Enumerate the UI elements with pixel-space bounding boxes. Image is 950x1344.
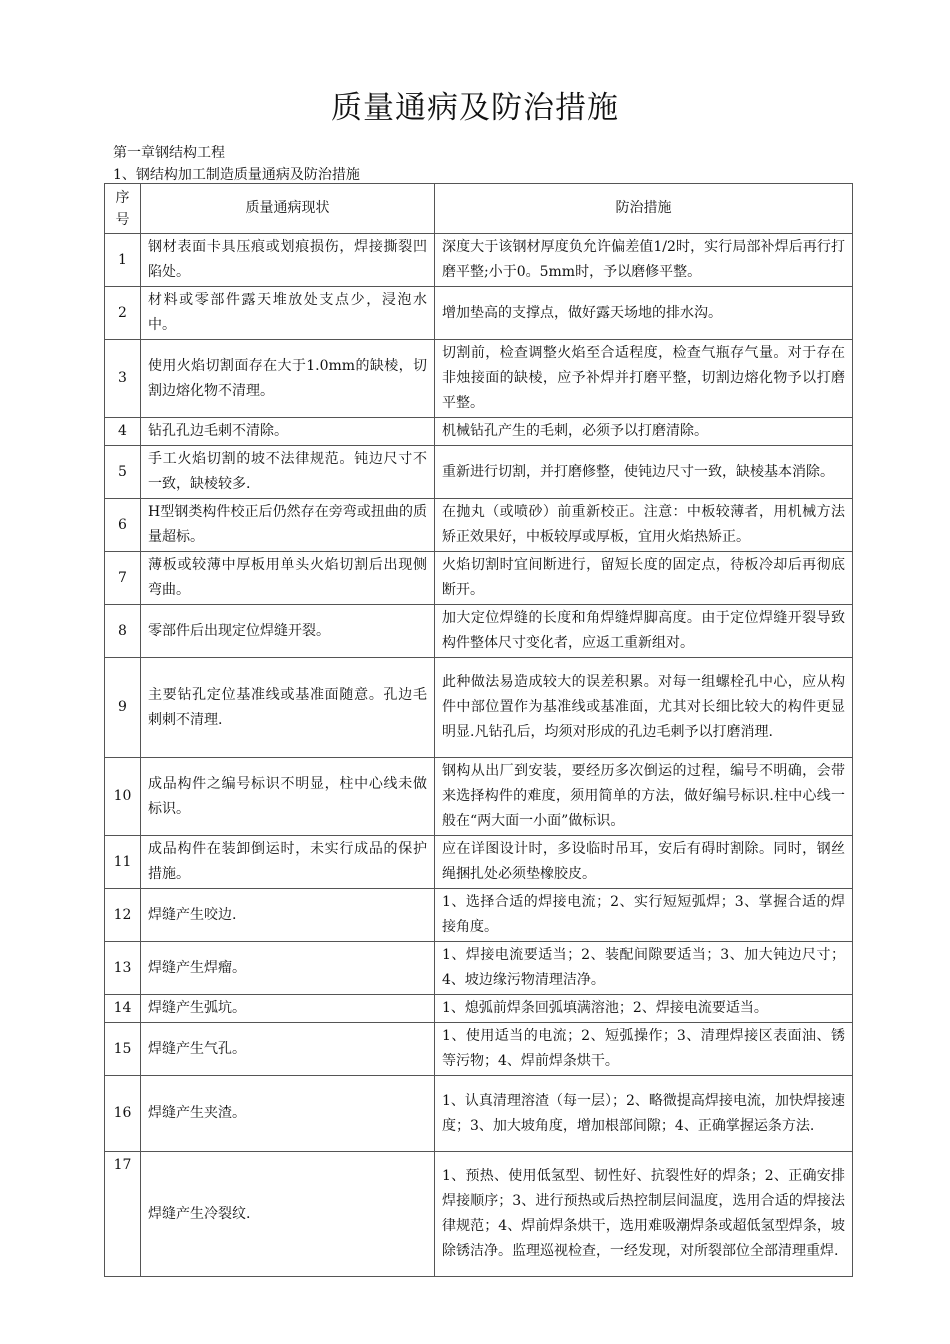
row-problem: 零部件后出现定位焊缝开裂。 <box>141 605 435 658</box>
row-measure: 深度大于该钢材厚度负允许偏差值1/2时，实行局部补焊后再行打磨平整;小于0。5mm时，予以磨修平整。 <box>435 234 853 287</box>
row-problem: 焊缝产生咬边. <box>141 889 435 942</box>
row-measure: 钢构从出厂到安装，要经历多次倒运的过程，编号不明确，会带来选择构件的难度，须用简单的方法，做好编号标识.柱中心线一般在“两大面一小面”做标识。 <box>435 758 853 836</box>
row-problem: 焊缝产生弧坑。 <box>141 995 435 1023</box>
row-problem: 钻孔孔边毛刺不清除。 <box>141 418 435 446</box>
chapter-heading: 第一章钢结构工程 <box>113 145 225 161</box>
row-problem: 主要钻孔定位基准线或基准面随意。孔边毛刺刺不清理. <box>141 658 435 758</box>
row-measure: 1、认真清理溶渣（每一层）；2、略微提高焊接电流，加快焊接速度；3、加大坡角度，增加根部间隙；4、正确掌握运条方法. <box>435 1076 853 1152</box>
row-problem: 焊缝产生冷裂纹. <box>141 1152 435 1277</box>
table-row <box>105 552 853 605</box>
table-row <box>105 889 853 942</box>
row-number: 5 <box>105 446 141 499</box>
row-problem: 使用火焰切割面存在大于1.0mm的缺棱，切割边熔化物不清理。 <box>141 340 435 418</box>
table-row <box>105 446 853 499</box>
row-number: 2 <box>105 287 141 340</box>
table-row <box>105 1076 853 1152</box>
row-number: 7 <box>105 552 141 605</box>
row-measure: 增加垫高的支撑点，做好露天场地的排水沟。 <box>435 287 853 340</box>
row-measure: 1、焊接电流要适当；2、装配间隙要适当；3、加大钝边尺寸；4、坡边缘污物清理洁净。 <box>435 942 853 995</box>
row-problem: 焊缝产生夹渣。 <box>141 1076 435 1152</box>
row-number: 3 <box>105 340 141 418</box>
table-row <box>105 758 853 836</box>
row-problem: 薄板或较薄中厚板用单头火焰切割后出现侧弯曲。 <box>141 552 435 605</box>
row-problem: 材料或零部件露天堆放处支点少，浸泡水中。 <box>141 287 435 340</box>
header-no: 序号 <box>105 184 141 234</box>
table-row <box>105 995 853 1023</box>
row-problem: 钢材表面卡具压痕或划痕损伤，焊接撕裂凹陷处。 <box>141 234 435 287</box>
row-problem: 成品构件之编号标识不明显，柱中心线未做标识。 <box>141 758 435 836</box>
table-row <box>105 1023 853 1076</box>
table-row <box>105 605 853 658</box>
document-title: 质量通病及防治措施 <box>331 90 619 126</box>
row-problem: 手工火焰切割的坡不法律规范。钝边尺寸不一致，缺棱较多. <box>141 446 435 499</box>
row-number: 1 <box>105 234 141 287</box>
table-row <box>105 234 853 287</box>
table-row <box>105 287 853 340</box>
table-row <box>105 658 853 758</box>
row-problem: H型钢类构件校正后仍然存在旁弯或扭曲的质量超标。 <box>141 499 435 552</box>
header-measure: 防治措施 <box>435 184 853 234</box>
row-measure: 重新进行切割，并打磨修整，使钝边尺寸一致，缺棱基本消除。 <box>435 446 853 499</box>
row-measure: 1、预热、使用低氢型、韧性好、抗裂性好的焊条；2、正确安排焊接顺序；3、进行预热或后热控制层间温度，选用合适的焊接法律规范；4、焊前焊条烘干，选用难吸潮焊条或超低氢型焊条，坡除锈洁净。监理巡视检查，一经发现，对所裂部位全部清理重焊. <box>435 1152 853 1277</box>
row-number: 8 <box>105 605 141 658</box>
row-number: 11 <box>105 836 141 889</box>
section-heading: 1、钢结构加工制造质量通病及防治措施 <box>113 167 360 183</box>
table-row <box>105 1152 853 1277</box>
row-measure: 1、选择合适的焊接电流；2、实行短短弧焊；3、掌握合适的焊接角度。 <box>435 889 853 942</box>
table-body <box>105 234 853 1277</box>
row-measure: 1、熄弧前焊条回弧填满溶池；2、焊接电流要适当。 <box>435 995 853 1023</box>
row-number: 14 <box>105 995 141 1023</box>
row-measure: 在抛丸（或喷砂）前重新校正。注意：中板较薄者，用机械方法矫正效果好，中板较厚或厚板，宜用火焰热矫正。 <box>435 499 853 552</box>
row-measure: 加大定位焊缝的长度和角焊缝焊脚高度。由于定位焊缝开裂导致构件整体尺寸变化者，应返工重新组对。 <box>435 605 853 658</box>
table-row <box>105 942 853 995</box>
table-row <box>105 499 853 552</box>
table-row <box>105 836 853 889</box>
row-number: 10 <box>105 758 141 836</box>
row-number: 9 <box>105 658 141 758</box>
row-problem: 成品构件在装卸倒运时，未实行成品的保护措施。 <box>141 836 435 889</box>
row-number: 6 <box>105 499 141 552</box>
row-measure: 机械钻孔产生的毛刺，必须予以打磨清除。 <box>435 418 853 446</box>
table-header-row <box>105 184 853 234</box>
defects-table <box>104 183 853 1277</box>
row-number: 17 <box>105 1152 141 1277</box>
row-measure: 火焰切割时宜间断进行，留短长度的固定点，待板冷却后再彻底断开。 <box>435 552 853 605</box>
row-number: 13 <box>105 942 141 995</box>
row-measure: 切割前，检查调整火焰至合适程度，检查气瓶存气量。对于存在非烛接面的缺棱，应予补焊并打磨平整，切割边熔化物予以打磨平整。 <box>435 340 853 418</box>
row-problem: 焊缝产生气孔。 <box>141 1023 435 1076</box>
row-number: 4 <box>105 418 141 446</box>
row-measure: 应在详图设计时，多设临时吊耳，安后有碍时割除。同时，钢丝绳捆扎处必须垫橡胶皮。 <box>435 836 853 889</box>
row-measure: 1、使用适当的电流；2、短弧操作；3、清理焊接区表面油、锈等污物；4、焊前焊条烘干。 <box>435 1023 853 1076</box>
row-problem: 焊缝产生焊瘤。 <box>141 942 435 995</box>
table-row <box>105 418 853 446</box>
row-number: 12 <box>105 889 141 942</box>
row-number: 16 <box>105 1076 141 1152</box>
table-row <box>105 340 853 418</box>
row-number: 15 <box>105 1023 141 1076</box>
header-problem: 质量通病现状 <box>141 184 435 234</box>
row-measure: 此种做法易造成较大的误差积累。对每一组螺栓孔中心，应从构件中部位置作为基准线或基准面，尤其对长细比较大的构件更显明显.凡钻孔后，均须对形成的孔边毛刺予以打磨消理. <box>435 658 853 758</box>
